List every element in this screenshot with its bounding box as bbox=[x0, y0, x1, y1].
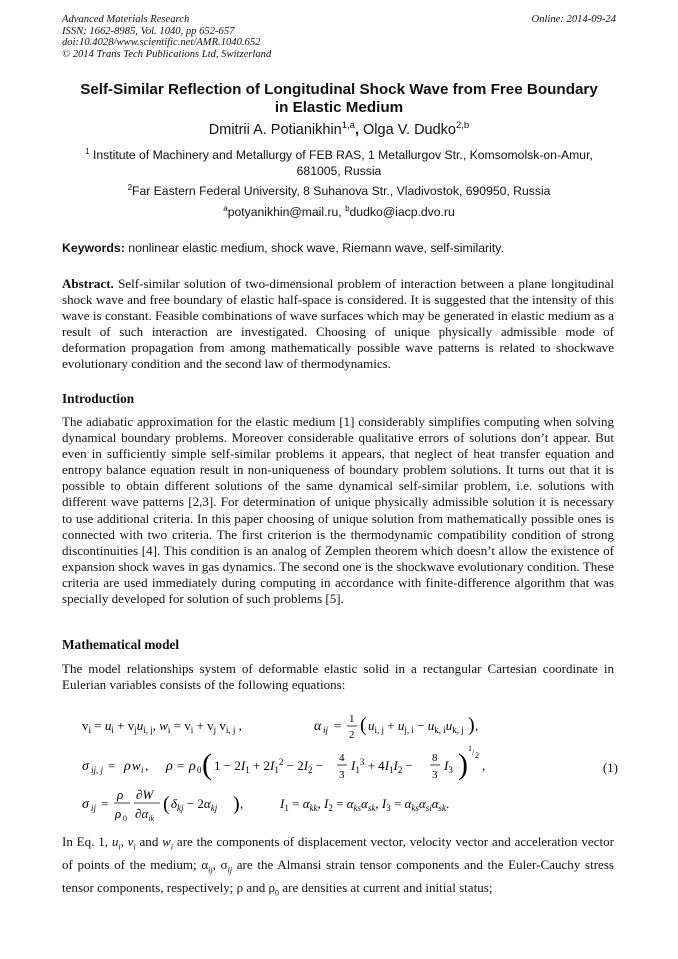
svg-text:): ) bbox=[468, 714, 475, 736]
svg-text:ρ: ρ bbox=[124, 759, 131, 774]
author-affiliation-mark: 1,a bbox=[341, 120, 355, 131]
svg-text:w: w bbox=[132, 758, 141, 773]
svg-text:,: , bbox=[145, 758, 149, 773]
svg-text:): ) bbox=[233, 793, 240, 815]
copyright-line: © 2014 Trans Tech Publications Ltd, Switzerland bbox=[62, 48, 272, 60]
svg-text:ij: ij bbox=[91, 803, 97, 813]
abstract-label: Abstract. bbox=[62, 276, 114, 291]
svg-text:4: 4 bbox=[339, 752, 345, 764]
svg-text:0: 0 bbox=[197, 765, 202, 775]
svg-text:,: , bbox=[240, 796, 244, 811]
svg-text:/: / bbox=[472, 748, 475, 757]
svg-text:=: = bbox=[108, 758, 116, 773]
svg-text:ρ: ρ bbox=[189, 759, 196, 774]
svg-text:1: 1 bbox=[349, 713, 355, 725]
abstract bbox=[62, 276, 614, 373]
svg-text:1: 1 bbox=[468, 744, 472, 753]
svg-text:,: , bbox=[482, 758, 486, 773]
svg-text:1 − 2I1 + 2I12 − 2I2 −: $1 - 2I_1 + 2I_1^2 - 2I_2$ − bbox=[214, 757, 324, 775]
svg-text:2: 2 bbox=[475, 751, 479, 760]
svg-text:ρ: ρ bbox=[117, 787, 124, 802]
author-emails: $^a$potyanikhin@mail.ru, $^b$dudko@iacp.dvo.ru bbox=[223, 204, 455, 219]
paper-title: Self-Similar Reflection of Longitudinal Shock Wave from Free Boundary in Elastic Medium bbox=[80, 81, 598, 116]
issn-line: ISSN: 1662-8985, Vol. 1040, pp 652-657 bbox=[62, 25, 235, 37]
author-name: Dmitrii A. Potianikhin bbox=[208, 122, 342, 138]
author-list bbox=[40, 121, 638, 139]
equation-graphic bbox=[62, 708, 582, 826]
svg-text:2: 2 bbox=[349, 729, 355, 741]
svg-text:ij: ij bbox=[323, 725, 329, 735]
svg-text:vi = ui + vjui, j, wi = vi + v: $v_i = u_i + v_ju_{i, j}$, $w_i = v_i + v_j$ $v_{i, j}$ , bbox=[82, 718, 242, 735]
introduction-paragraph: The adiabatic approximation for the elastic medium [1] considerably simplifies computing when solving dynamical boundary problems. Moreover considerable qualitative errors of solutions don’t appear. But even in sufficiently simple self-similar problems it appears, that neglect of heat transfer equation and entropy balance equation result in non-uniqueness of boundary problem solutions. It turns out that it is possible to obtain different solutions of the same dynamical self-similar problem, i.e. solutions with different wave patterns [2,3]. For determination of unique physically admissible solution it is necessary to use additional criteria. In this paper choosing of unique solution from mathematically possible ones is connected with two criteria. The first criterion is the thermodynamic compatibility condition of strong discontinuities [4]. This condition is an analog of Zemplen theorem which doesn’t allow the existence of expansion shock waves in gas dynamics. The second one is the shockwave evolutionary condition. These criteria are used immediately during computing in accordance with finite-difference algorithm that was specially developed for solution of such problems [5]. bbox=[62, 414, 614, 607]
svg-text:i: i bbox=[141, 765, 144, 775]
affiliation-2: $^2$Far Eastern Federal University, 8 Suhanova Str., Vladivostok, 690950, Russia bbox=[127, 183, 551, 198]
keywords bbox=[62, 241, 618, 256]
svg-text:=: = bbox=[334, 718, 342, 733]
svg-text:3: 3 bbox=[339, 769, 345, 781]
svg-text:ij, j: ij, j bbox=[91, 765, 104, 775]
author-affiliation-mark: 2,b bbox=[456, 120, 470, 131]
svg-text:(: ( bbox=[163, 793, 170, 815]
running-header bbox=[62, 14, 271, 60]
svg-text:=: = bbox=[101, 796, 109, 811]
svg-text:3: 3 bbox=[432, 769, 438, 781]
svg-text:I1 = αkk, I2 = αksαsk, I3 = αk: $I_1 = \alpha_{kk}$, $I_2 = \alpha_{ks}\alpha_{sk}$, $I_3 = \alpha_{ks}\alpha_{si}\alpha_{sk}$. bbox=[280, 796, 450, 813]
svg-text:δkj − 2αkj: $\delta_{kj} - 2\alpha_{kj}$ bbox=[171, 796, 218, 813]
keywords-label: Keywords: bbox=[62, 241, 125, 255]
svg-text:∂αik: $\partial\alpha_{ik}$ bbox=[135, 806, 155, 823]
svg-text:(: ( bbox=[202, 748, 212, 781]
svg-text:σ: σ bbox=[82, 759, 89, 774]
email-link[interactable]: dudko@iacp.dvo.ru bbox=[349, 205, 455, 219]
svg-text:0: 0 bbox=[123, 814, 127, 823]
online-date: Online: 2014-09-24 bbox=[531, 14, 616, 25]
svg-text:I13 + 4I1I2 −: $I_1^3 + 4I_1I_2$ − bbox=[351, 757, 413, 775]
affiliation-1: $^1$ Institute of Machinery and Metallurgy of FEB RAS, 1 Metallurgov Str., Komsomolsk-on-Amur, 681005, Russia bbox=[85, 147, 593, 178]
svg-text:ρ: ρ bbox=[166, 759, 173, 774]
section-heading-mathematical-model: Mathematical model bbox=[62, 637, 180, 652]
svg-text:ui, j + uj, i − uk, iuk, j: $u_{i, j} + u_{j, i} - u_{k, i}u_{k, j}$ bbox=[368, 718, 464, 735]
svg-text:,: , bbox=[475, 718, 479, 733]
model-intro-paragraph: The model relationships system of deformable elastic solid in a rectangular Cartesian coordinate in Eulerian variables consists of the following equations: bbox=[62, 661, 614, 693]
email-link[interactable]: potyanikhin@mail.ru, bbox=[227, 205, 346, 219]
doi-line: doi:10.4028/www.scientific.net/AMR.1040.652 bbox=[62, 37, 261, 48]
svg-text:8: 8 bbox=[432, 752, 438, 764]
svg-text:ρ: ρ bbox=[115, 806, 122, 821]
keywords-text: nonlinear elastic medium, shock wave, Riemann wave, self-similarity. bbox=[124, 241, 504, 255]
author-separator: , bbox=[354, 122, 364, 138]
equation-system bbox=[62, 708, 618, 826]
svg-text:=: = bbox=[177, 758, 185, 773]
abstract-text: Self-similar solution of two-dimensional problem of interaction between a plane longitudinal shock wave and free boundary of elastic half-space is considered. It is suggested that the intensity of this wave is constant. Feasible combinations of wave surfaces which may be generated in elastic medium as a result of such interaction are investigated. Choosing of unique physically admissible mode of deformation propagation from among mathematically possible wave patterns is related to shockwave evolutionary condition and the second law of thermodynamics. bbox=[62, 276, 614, 372]
svg-text:∂W: ∂W bbox=[136, 787, 154, 802]
svg-text:): ) bbox=[458, 748, 468, 781]
svg-text:I3: $I_3$ bbox=[444, 758, 453, 775]
svg-text:σ: σ bbox=[82, 797, 89, 812]
author-name: Olga V. Dudko bbox=[363, 122, 456, 138]
journal-name: Advanced Materials Research bbox=[62, 14, 190, 25]
equation-description-paragraph: In Eq. 1, $u_i$, $v_i$ and $w_i$ are the components of displacement vector, velocity vector and acceleration vector of points of the medium; $\alpha_{ij}$, $\sigma_{ij}$ are the Almansi strain tensor components and the Euler-Cauchy stress tensor components, respectively; ρ and $\rho_0$ are densities at current and initial status; bbox=[62, 834, 615, 899]
svg-text:α: α bbox=[314, 719, 322, 734]
equation-number: (1) bbox=[602, 760, 618, 775]
svg-text:(: ( bbox=[360, 714, 367, 736]
section-heading-introduction: Introduction bbox=[62, 391, 135, 406]
